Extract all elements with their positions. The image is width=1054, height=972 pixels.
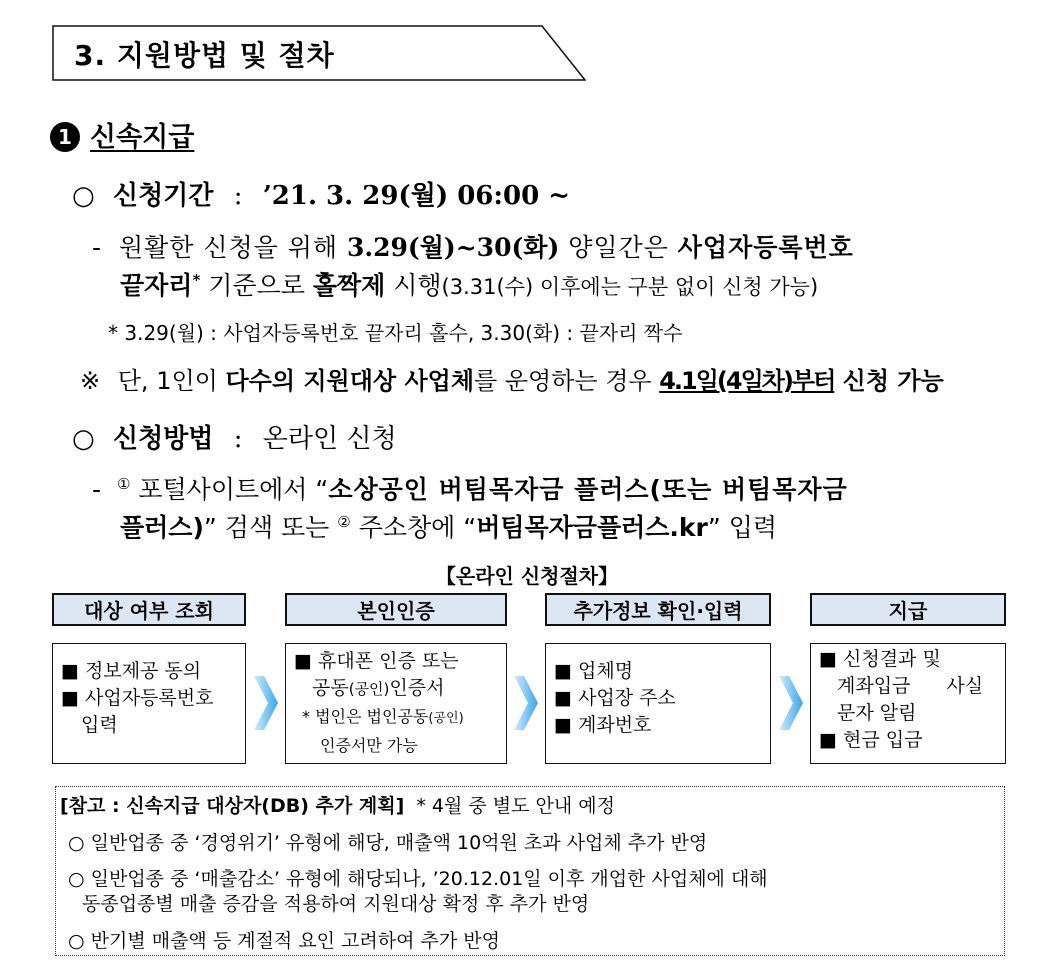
text: ” 입력 [707, 513, 778, 542]
step-line: ■ 신청결과 및 [819, 648, 941, 670]
chevron-right-icon [779, 676, 803, 730]
separator: : [233, 181, 243, 211]
text: 양일간은 [559, 233, 678, 262]
step-body-eligibility [52, 643, 246, 764]
reference-subtitle: * 4월 중 별도 안내 예정 [416, 795, 615, 817]
reference-item-continued: 동종업종별 매출 증감을 적용하여 지원대상 확정 후 추가 반영 [82, 893, 590, 915]
flow-title: 【온라인 신청절차】 [435, 564, 619, 588]
subsection-heading [50, 115, 194, 154]
odd-even-text: 홀짝제 [312, 271, 386, 300]
chevron-right-icon [514, 676, 538, 730]
period-footnote: * 3.29(월) : 사업자등록번호 끝자리 홀수, 3.30(화) : 끝자리 짝수 [108, 321, 683, 345]
separator: : [233, 424, 243, 454]
text: 인증서 [389, 677, 445, 699]
step-body-auth [285, 643, 507, 764]
multi-business-text: 다수의 지원대상 사업체 [225, 367, 475, 395]
method-detail-line2 [120, 508, 777, 544]
business-number-text: 사업자등록번호 [677, 233, 854, 262]
period-value: ’21. 3. 29(월) 06:00 ~ [262, 181, 571, 211]
circled-two: ② [337, 513, 351, 531]
reference-item: ○ 반기별 매출액 등 계절적 요인 고려하여 추가 반영 [68, 930, 500, 952]
step-head-auth: 본인인증 [285, 593, 507, 626]
step-line: 문자 알림 [837, 702, 917, 724]
start-date-text: 4.1일(4일차)부터 [659, 367, 835, 395]
reference-header [60, 791, 615, 818]
reference-item: ○ 일반업종 중 ‘경영위기’ 유형에 해당, 매출액 10억원 초과 사업체 추가 반영 [68, 832, 708, 854]
apply-possible-text: 신청 가능 [834, 367, 944, 395]
method-label: 신청방법 [112, 424, 214, 454]
text: 주소창에 “ [350, 513, 477, 542]
text: 계좌입금 [837, 675, 911, 697]
text: * 법인은 법인공동 [302, 707, 429, 726]
step-line: 인증서만 가능 [320, 736, 418, 755]
period-detail-line1 [92, 228, 854, 264]
step-line: ■ 사업장 주소 [554, 687, 676, 709]
search-keyword: 소상공인 버팀목자금 플러스(또는 버팀목자금 [328, 475, 848, 504]
dash: - [92, 475, 102, 504]
period-dates: 3.29(월)~30(화) [347, 233, 560, 262]
notice-line [80, 361, 944, 396]
method-line [72, 418, 397, 455]
step-line: ■ 계좌번호 [554, 714, 652, 736]
bullet: ○ [72, 424, 95, 454]
search-keyword-end: 플러스) [120, 513, 204, 542]
text: 를 운영하는 경우 [474, 367, 660, 395]
method-detail-line1 [92, 470, 848, 506]
reference-title: [참고 : 신속지급 대상자(DB) 추가 계획] [60, 795, 405, 817]
step-head-payment: 지급 [810, 593, 1006, 626]
text: 시행 [385, 271, 442, 300]
step-line: ■ 휴대폰 인증 또는 [294, 650, 459, 672]
step-line: ■ 사업자등록번호 [61, 687, 214, 709]
text: 단, 1인이 [117, 367, 226, 395]
text: 공동 [312, 677, 349, 699]
text: (공인) [348, 680, 390, 698]
step-head-info: 추가정보 확인·입력 [545, 593, 771, 626]
chevron-right-icon [254, 676, 278, 730]
notice-mark: ※ [80, 367, 101, 395]
period-line [72, 175, 570, 212]
period-detail-line2 [120, 266, 818, 302]
section-title: 3. 지원방법 및 절차 [74, 39, 335, 72]
text: (공인) [428, 711, 464, 726]
subsection-title: 신속지급 [90, 122, 195, 153]
site-address: 버팀목자금플러스.kr [476, 513, 708, 542]
text: 사실 [946, 675, 984, 697]
text: 원활한 신청을 위해 [118, 233, 348, 262]
footnote-mark: * [192, 271, 201, 289]
method-value: 온라인 신청 [262, 424, 397, 454]
paren-note: (3.31(수) 이후에는 구분 없이 신청 가능) [441, 275, 819, 299]
circled-one: ① [116, 475, 131, 493]
last-digit-text: 끝자리 [120, 271, 193, 300]
step-body-payment [810, 643, 1006, 764]
dash: - [92, 233, 102, 262]
text: ” 검색 또는 [203, 513, 338, 542]
step-body-info [545, 643, 771, 764]
step-line: ■ 업체명 [554, 660, 634, 682]
reference-item: ○ 일반업종 중 ‘매출감소’ 유형에 해당되나, ’20.12.01일 이후 개업한 사업체에 대해 [68, 868, 768, 890]
text: 기준으로 [200, 271, 313, 300]
number-badge-icon: 1 [50, 122, 80, 152]
step-head-eligibility: 대상 여부 조회 [52, 593, 246, 626]
text: 포털사이트에서 “ [130, 475, 329, 504]
step-line: ■ 현금 입금 [819, 729, 923, 751]
bullet: ○ [72, 181, 95, 211]
step-line: ■ 정보제공 동의 [61, 660, 202, 682]
period-label: 신청기간 [112, 181, 214, 211]
step-line: 입력 [81, 714, 118, 736]
